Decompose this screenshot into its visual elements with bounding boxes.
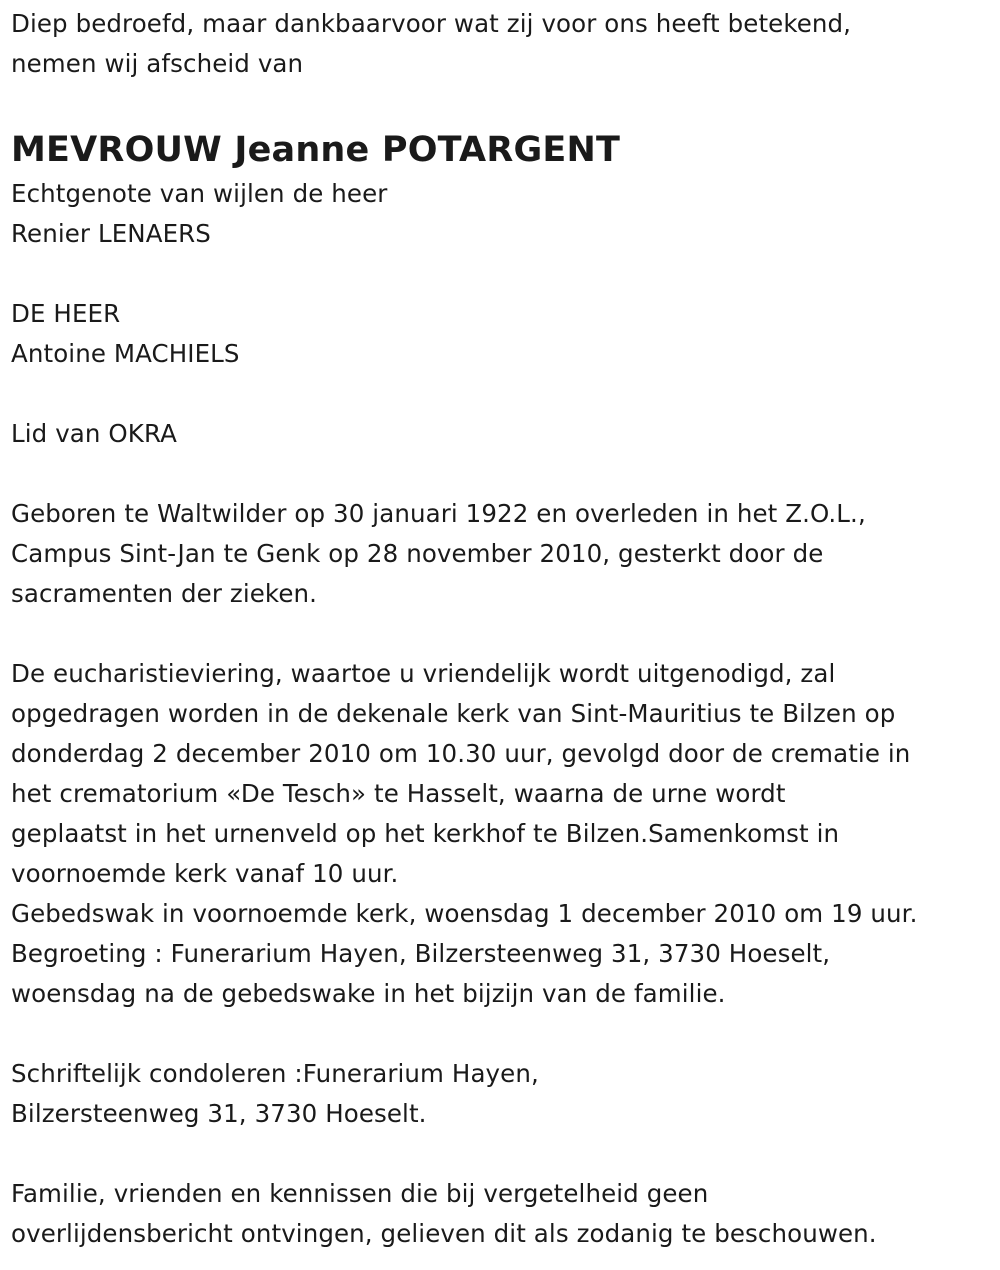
ceremony-section <box>11 654 991 1014</box>
spacer <box>11 1014 991 1054</box>
spouse-name: Renier LENAERS <box>11 219 211 248</box>
membership-line: Lid van OKRA <box>11 419 177 448</box>
deceased-name: MEVROUW Jeanne POTARGENT <box>11 130 621 170</box>
ceremony-line: opgedragen worden in de dekenale kerk van Sint-Mauritius te Bilzen op <box>11 699 896 728</box>
birth-death-line: Geboren te Waltwilder op 30 januari 1922 en overleden in het Z.O.L., <box>11 499 866 528</box>
condolences-line: Bilzersteenweg 31, 3730 Hoeselt. <box>11 1099 427 1128</box>
spacer <box>11 454 991 494</box>
spacer <box>11 614 991 654</box>
intro-line: nemen wij afscheid van <box>11 49 304 78</box>
closing-line: overlijdensbericht ontvingen, gelieven dit als zodanig te beschouwen. <box>11 1219 877 1248</box>
greeting-line: woensdag na de gebedswake in het bijzijn van de familie. <box>11 979 726 1008</box>
intro-line: Diep bedroefd, maar dankbaarvoor wat zij voor ons heeft betekend, <box>11 9 852 38</box>
birth-death-line: sacramenten der zieken. <box>11 579 318 608</box>
companion-section <box>11 294 991 374</box>
ceremony-line: voornoemde kerk vanaf 10 uur. <box>11 859 399 888</box>
companion-name: Antoine MACHIELS <box>11 339 240 368</box>
spouse-section <box>11 174 991 254</box>
closing-line: Familie, vrienden en kennissen die bij vergetelheid geen <box>11 1179 709 1208</box>
birth-death-line: Campus Sint-Jan te Genk op 28 november 2010, gesterkt door de <box>11 539 824 568</box>
intro-section <box>11 4 991 84</box>
spacer <box>11 1134 991 1174</box>
closing-section <box>11 1174 991 1254</box>
companion-title: DE HEER <box>11 299 121 328</box>
condolences-section <box>11 1054 991 1134</box>
spacer <box>11 254 991 294</box>
ceremony-line: De eucharistieviering, waartoe u vriendelijk wordt uitgenodigd, zal <box>11 659 836 688</box>
obituary-document <box>11 4 991 1254</box>
spouse-line: Echtgenote van wijlen de heer <box>11 179 388 208</box>
spacer <box>11 374 991 414</box>
ceremony-line: het crematorium «De Tesch» te Hasselt, waarna de urne wordt <box>11 779 786 808</box>
greeting-line: Begroeting : Funerarium Hayen, Bilzersteenweg 31, 3730 Hoeselt, <box>11 939 831 968</box>
ceremony-line: donderdag 2 december 2010 om 10.30 uur, gevolgd door de crematie in <box>11 739 911 768</box>
condolences-line: Schriftelijk condoleren :Funerarium Hayen, <box>11 1059 539 1088</box>
ceremony-line: geplaatst in het urnenveld op het kerkhof te Bilzen.Samenkomst in <box>11 819 840 848</box>
vigil-line: Gebedswak in voornoemde kerk, woensdag 1 december 2010 om 19 uur. <box>11 899 918 928</box>
birth-death-section <box>11 494 991 614</box>
